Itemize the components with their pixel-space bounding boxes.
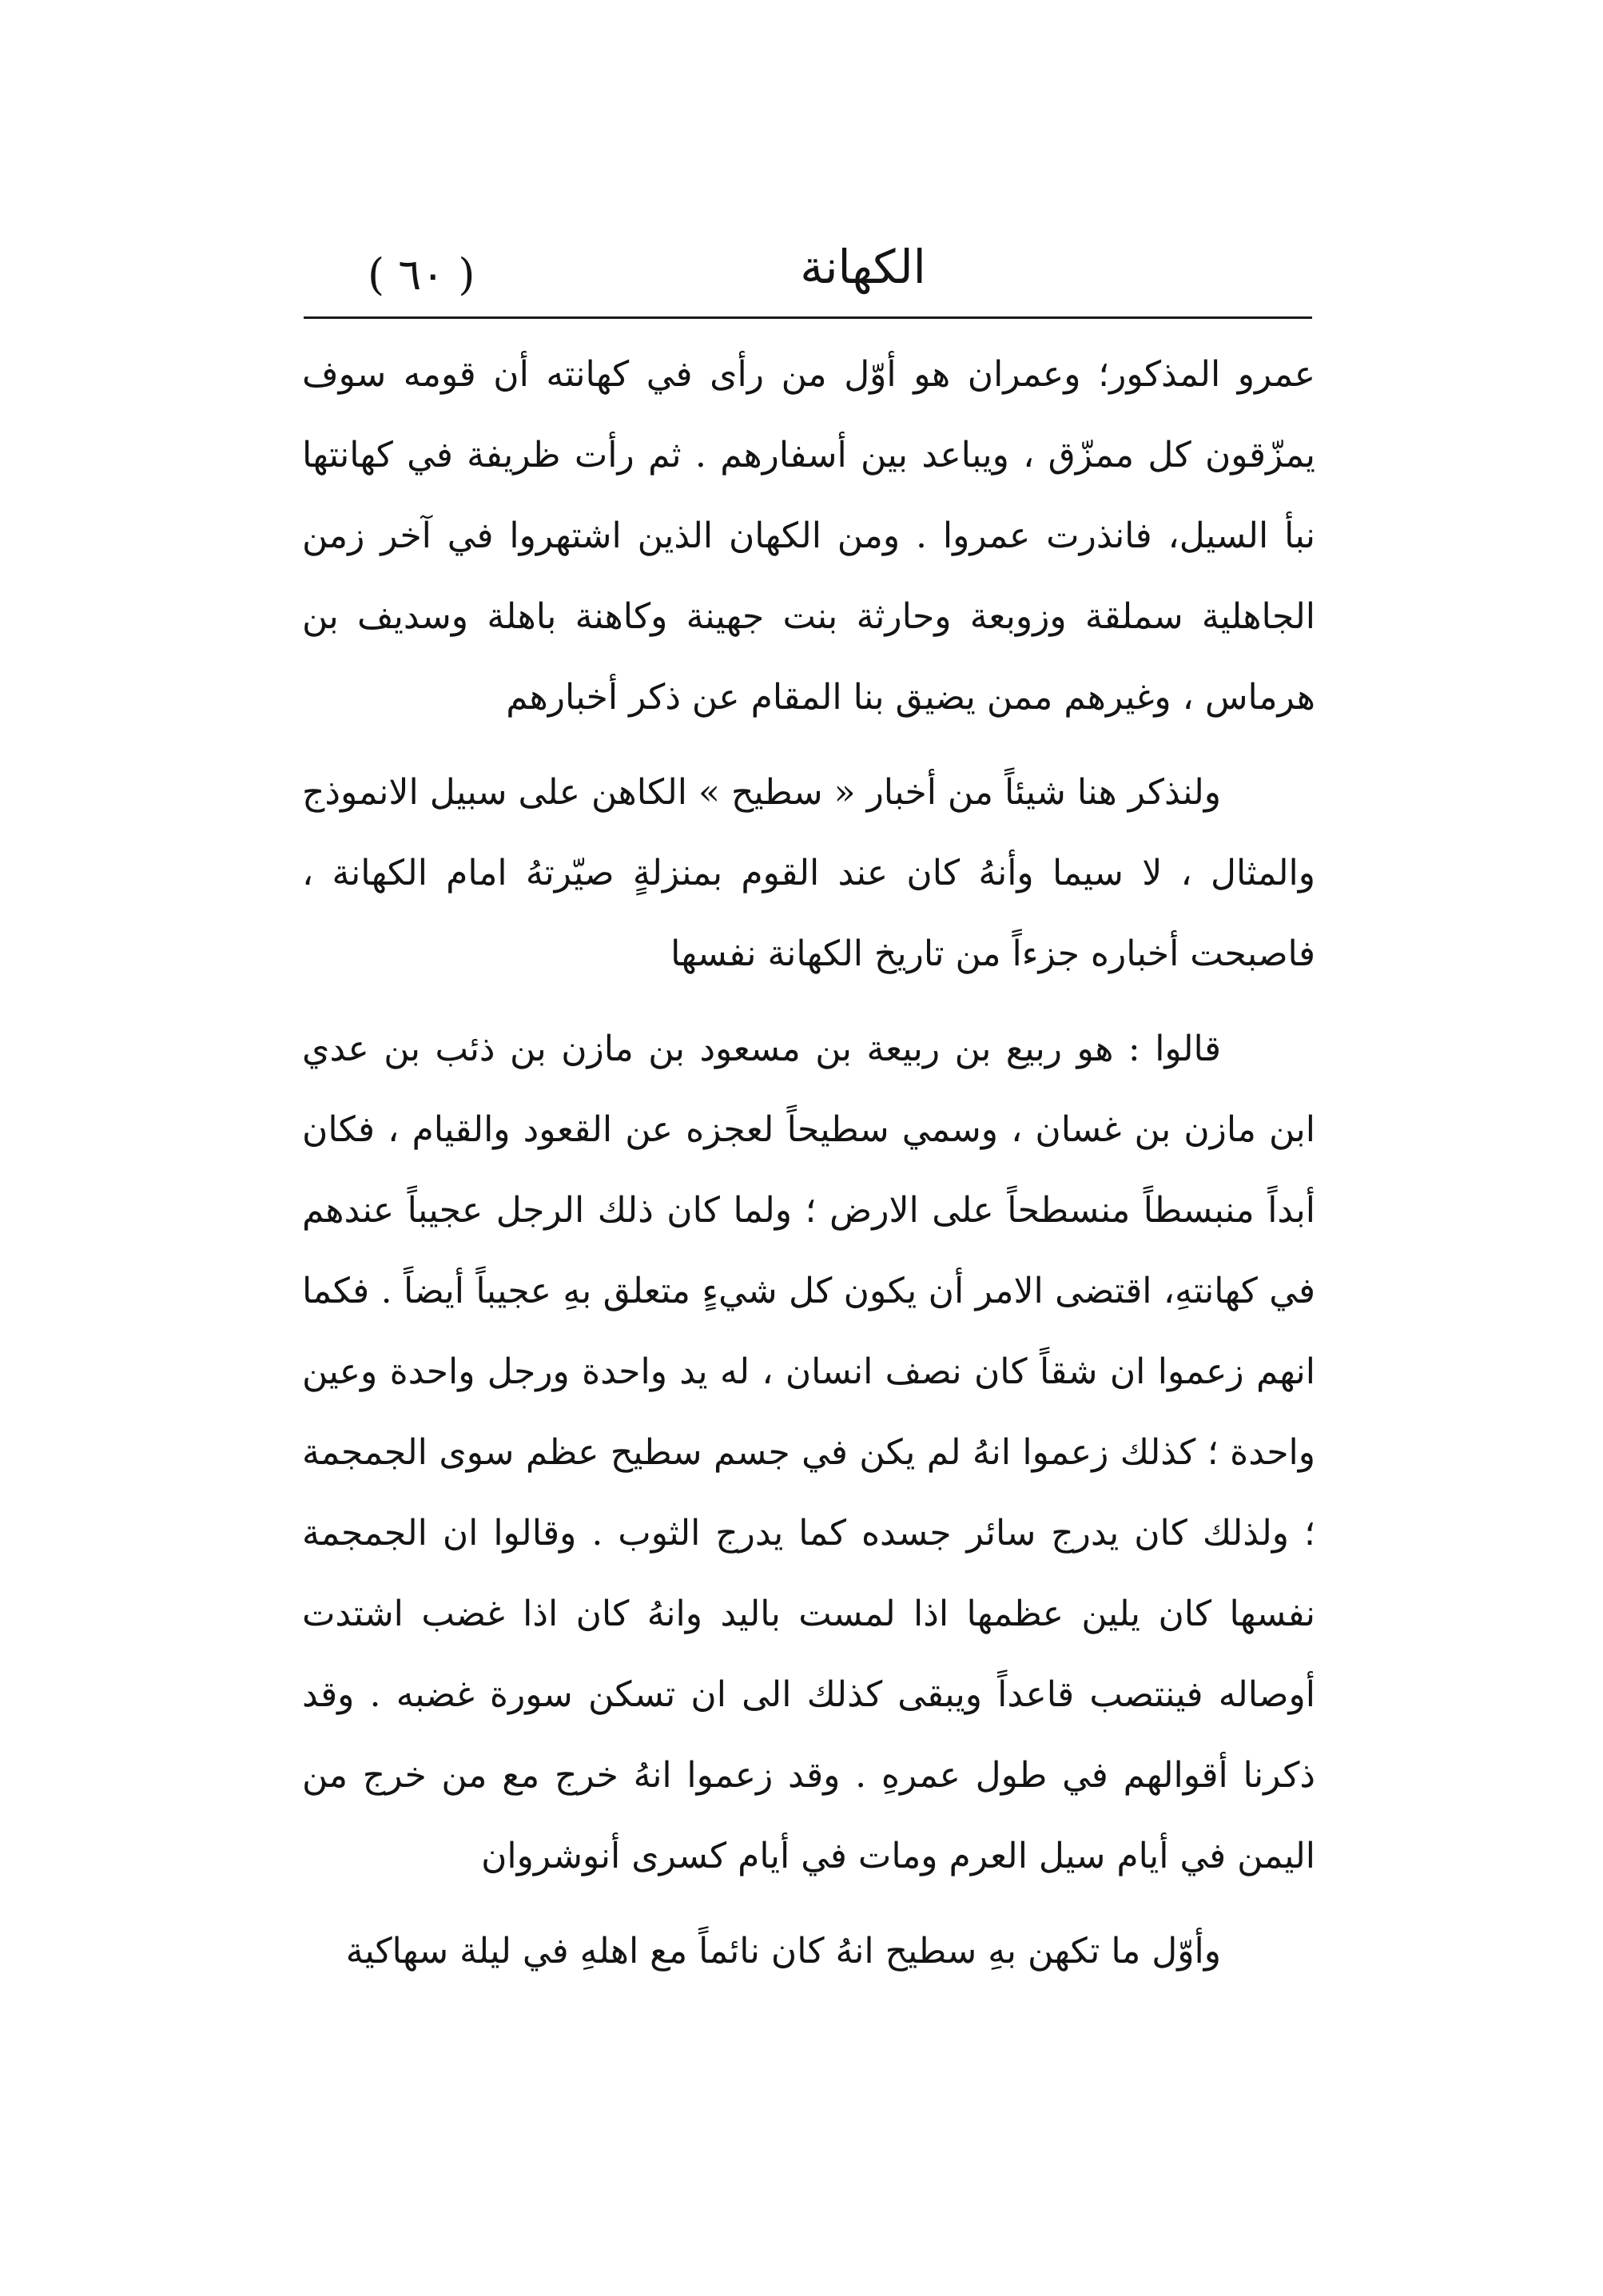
page-header [304,232,1311,312]
paragraph-1: عمرو المذكور؛ وعمران هو أوّل من رأى في كهانته أن قومه سوف يمزّقون كل ممزّق ، ويباعد بين أسفارهم . ثم رأت ظريفة في كهانتها نبأ السيل، فانذرت عمروا . ومن الكهان الذين اشتهروا في آخر زمن الجاهلية سملقة وزوبعة وحارثة بنت جهينة وكاهنة باهلة وسديف بن هرماس ، وغيرهم ممن يضيق بنا المقام عن ذكر أخبارهم [302,354,1315,718]
page-number: ( ٦٠ ) [368,249,475,300]
body-text [302,334,1315,1992]
running-title: الكهانة [800,240,926,294]
paragraph-4: وأوّل ما تكهن بهِ سطيح انهُ كان نائماً مع اهلهِ في ليلة سهاكية [345,1931,1221,1972]
paragraph-3: قالوا : هو ربيع بن ربيعة بن مسعود بن مازن بن ذئب بن عدي ابن مازن بن غسان ، وسمي سطيحاً لعجزه عن القعود والقيام ، فكان أبداً منبسطاً منسطحاً على الارض ؛ ولما كان ذلك الرجل عجيباً عندهم في كهانتهِ، اقتضى الامر أن يكون كل شيءٍ متعلق بهِ عجيباً أيضاً . فكما انهم زعموا ان شقاً كان نصف انسان ، له يد واحدة ورجل واحدة وعين واحدة ؛ كذلك زعموا انهُ لم يكن في جسم سطيح عظم سوى الجمجمة ؛ ولذلك كان يدرج سائر جسده كما يدرج الثوب . وقالوا ان الجمجمة نفسها كان يلين عظمها اذا لمست باليد وانهُ كان اذا غضب اشتدت أوصاله فينتصب قاعداً ويبقى كذلك الى ان تسكن سورة غضبه . وقد ذكرنا أقوالهم في طول عمرهِ . وقد زعموا انهُ خرج مع من خرج من اليمن في أيام سيل العرم ومات في أيام كسرى أنوشروان [302,1029,1315,1876]
paragraph-2: ولنذكر هنا شيئاً من أخبار « سطيح » الكاهن على سبيل الانموذج والمثال ، لا سيما وأنهُ كان عند القوم بمنزلةٍ صيّرتهُ امام الكهانة ، فاصبحت أخباره جزءاً من تاريخ الكهانة نفسها [302,772,1315,974]
header-rule [304,316,1312,319]
